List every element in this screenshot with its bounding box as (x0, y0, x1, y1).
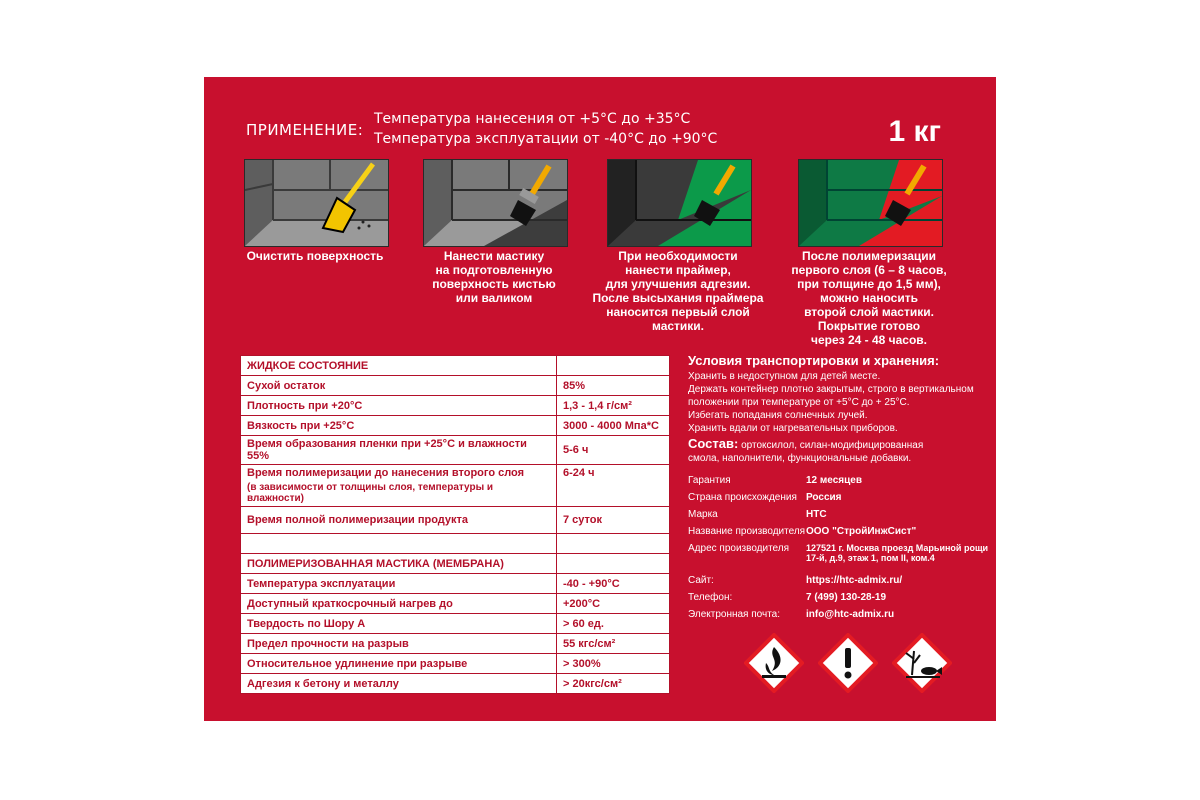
table-row: Плотность при +20°С 1,3 - 1,4 г/см² (241, 396, 670, 416)
weight: 1 кг (888, 115, 941, 148)
table-row: Время полимеризации до нанесения второго слоя (в зависимости от толщины слоя, температуры и влажности) 6-24 ч (241, 465, 670, 507)
step-1-image (244, 159, 389, 247)
step-2-text: Нанести мастику на подготовленную поверхность кистью или валиком (432, 249, 556, 305)
step-2-image (423, 159, 568, 247)
step-3-text: При необходимости нанести праймер, для улучшения адгезии. После высыхания праймера наносится первый слой мастики. (592, 249, 764, 333)
table-header-row (241, 356, 670, 376)
liquid-header: ЖИДКОЕ СОСТОЯНИЕ (241, 356, 557, 376)
flammable-icon (744, 633, 804, 693)
composition: Состав: ортоксилол, силан-модифицированная смола, наполнители, функциональные добавки. (688, 436, 924, 464)
step-1-text: Очистить поверхность (246, 249, 384, 263)
table-row: Доступный краткосрочный нагрев до +200°С (241, 594, 670, 614)
table-header-row (241, 554, 670, 574)
table-row: Вязкость при +25°С 3000 - 4000 Мпа*С (241, 416, 670, 436)
table-row: Время образования пленки при +25°С и влажности 55% 5-6 ч (241, 436, 670, 465)
table-row: Относительное удлинение при разрыве > 300% (241, 654, 670, 674)
storage-text: Хранить в недоступном для детей месте. Держать контейнер плотно закрытым, строго в вертикальном положении при температуре от +5°С до + 25°С. Избегать попадания солнечных лучей. Хранить вдали от нагревательных приборов. (688, 371, 974, 434)
temp-apply: Температура нанесения от +5°C до +35°C (374, 111, 691, 127)
membrane-header: ПОЛИМЕРИЗОВАННАЯ МАСТИКА (МЕМБРАНА) (241, 554, 557, 574)
table-row: Сухой остаток 85% (241, 376, 670, 396)
step-4-image (798, 159, 943, 247)
properties-table (240, 355, 670, 694)
table-row (241, 534, 670, 554)
table-row: Твердость по Шору А > 60 ед. (241, 614, 670, 634)
exclamation-icon (818, 633, 878, 693)
table-row: Время полной полимеризации продукта 7 суток (241, 507, 670, 534)
step-4-text: После полимеризации первого слоя (6 – 8 часов, при толщине до 1,5 мм), можно наносить второй слой мастики. Покрытие готово через 24 - 48 часов. (791, 249, 947, 347)
storage-title: Условия транспортировки и хранения: (688, 353, 940, 368)
table-row: Адгезия к бетону и металлу > 20кгс/см² (241, 674, 670, 694)
application-title: ПРИМЕНЕНИЕ: (246, 121, 364, 139)
product-label: ПРИМЕНЕНИЕ: Температура нанесения от +5°C до +35°C Температура эксплуатации от -40°C до +90°C 1 кг Очистить поверхность Нанести мастику на подготовленную поверхность кистью или валиком При необходимости нанести праймер, для улучшения адгезии. После высыхания праймера наносится первый слой мастики. После полимеризации первого слоя (6 – 8 часов, при толщине до 1,5 мм), можно наносить второй слой мастики. Покрытие готово через 24 - 48 часов. ЖИДКОЕ СОСТОЯНИЕ Сухой остаток 85% Плотность при +20°С 1,3 - 1,4 г/см² Вязкость при +25°С 3000 - 4000 Мпа*С Время образования пленки при +25°С и влажности 55% 5-6 ч Время полимеризации до нанесения второго слоя (в зависимости от толщины слоя, температуры и влажности) 6-24 ч Время полной полимеризации продукта 7 суток ПОЛИМЕРИЗОВАННАЯ МАСТИКА (МЕМБРАНА) Температура эксплуатации -40 - +90°С Доступный краткосрочный нагрев до +200°С Твердость по Шору А > 60 ед. Предел прочности на разрыв 55 кгс/см² Относительное удлинение при разрыве > 300% Адгезия к бетону и металлу > 20кгс/см² Условия транспортировки и хранения: Хранить в недоступном для детей месте. Держать контейнер плотно закрытым, строго в вертикальном положении при температуре от +5°С до + 25°С. Избегать попадания солнечных лучей. Хранить вдали от нагревательных приборов. Состав: ортоксилол, силан-модифицированная смола, наполнители, функциональные добавки. Гарантия 12 месяцев Страна происхождения Россия Марка НТС Название производителя ООО "СтройИнжСист" Адрес производителя 127521 г. Москва проезд Марьиной рощи 17-й, д.9, этаж 1, пом II, ком.4 Сайт: https://htc-admix.ru/ Телефон: 7 (499) 130-28-19 Электронная почта: info@htc-admix.ru (204, 77, 996, 721)
table-row: Предел прочности на разрыв 55 кгс/см² (241, 634, 670, 654)
environment-hazard-icon (892, 633, 952, 693)
temp-use: Температура эксплуатации от -40°C до +90°C (374, 131, 718, 147)
table-row: Температура эксплуатации -40 - +90°С (241, 574, 670, 594)
step-3-image (607, 159, 752, 247)
